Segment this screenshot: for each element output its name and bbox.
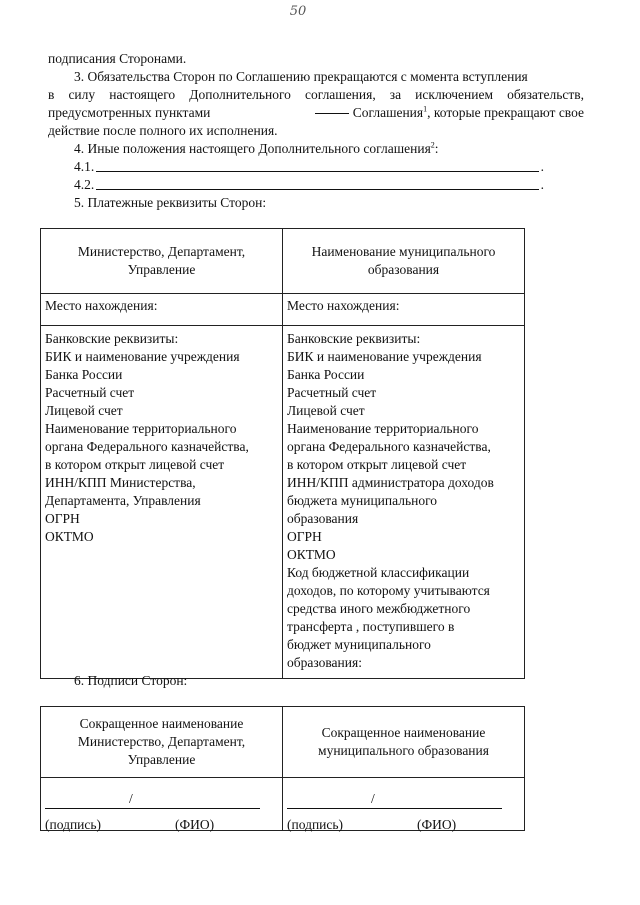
clause-4 xyxy=(74,140,439,158)
header-line: образования xyxy=(367,262,440,277)
points-blank xyxy=(315,113,349,114)
signature-label: (подпись) xyxy=(287,817,344,832)
detail-line: Банка России xyxy=(287,367,365,382)
detail-line: Банковские реквизиты: xyxy=(287,331,421,346)
name-label: (ФИО) xyxy=(175,817,215,832)
detail-line: Лицевой счет xyxy=(45,403,123,418)
clause-4-1-label: 4.1. xyxy=(74,159,95,174)
signature-right-header xyxy=(283,707,525,778)
signature-labels xyxy=(287,816,517,834)
detail-line: трансферта , поступившего в xyxy=(287,619,455,634)
clause-6: 6. Подписи Сторон: xyxy=(74,673,188,688)
detail-line: ИНН/КПП администратора доходов xyxy=(287,475,494,490)
detail-line: ОКТМО xyxy=(287,547,336,562)
clause-3-line-4: действие после полного их исполнения. xyxy=(48,123,278,138)
header-line: Сокращенное наименование xyxy=(321,725,486,740)
name-label: (ФИО) xyxy=(417,817,457,832)
signature-line xyxy=(45,792,260,809)
agreement-word: Соглашения xyxy=(352,105,424,120)
detail-line: бюджет муниципального xyxy=(287,637,431,652)
detail-line: Лицевой счет xyxy=(287,403,365,418)
left-signature-cell xyxy=(41,778,283,831)
clause-4-2-end: . xyxy=(540,177,544,192)
header-line: Сокращенное наименование xyxy=(79,716,244,731)
clause-4-1-end: . xyxy=(540,159,544,174)
detail-line: Расчетный счет xyxy=(45,385,135,400)
clause-4-colon: : xyxy=(434,141,439,156)
left-location: Место нахождения: xyxy=(41,294,283,326)
header-line: Министерство, Департамент, xyxy=(77,244,246,259)
signature-table xyxy=(40,706,525,831)
signature-left-header xyxy=(41,707,283,778)
clause-4-2-blank xyxy=(96,176,538,190)
detail-line: ОГРН xyxy=(45,511,80,526)
detail-line: доходов, по которому учитываются xyxy=(287,583,490,598)
clause-3-line-3 xyxy=(48,104,584,122)
clause-4-1-blank xyxy=(96,158,538,172)
detail-line: БИК и наименование учреждения xyxy=(45,349,240,364)
clause-4-text: 4. Иные положения настоящего Дополнительного соглашения xyxy=(74,141,431,156)
header-line: Управление xyxy=(127,262,196,277)
clause-3-cease-text: , которые прекращают свое xyxy=(427,105,584,120)
right-signature-cell xyxy=(283,778,525,831)
clause-3-points-text: предусмотренных пунктами xyxy=(48,105,211,120)
detail-line: Департамента, Управления xyxy=(45,493,201,508)
clause-4-1 xyxy=(74,158,544,176)
detail-line: Банка России xyxy=(45,367,123,382)
signature-line xyxy=(287,792,502,809)
detail-line: БИК и наименование учреждения xyxy=(287,349,482,364)
detail-line: ОКТМО xyxy=(45,529,94,544)
detail-line: органа Федерального казначейства, xyxy=(45,439,249,454)
clause-4-2 xyxy=(74,176,544,194)
clause-3-line-2-text: в силу настоящего Дополнительного соглашения, за исключением обязательств, xyxy=(48,87,584,102)
detail-line: Банковские реквизиты: xyxy=(45,331,179,346)
detail-line: в котором открыт лицевой счет xyxy=(287,457,467,472)
footnote-1: 1 xyxy=(423,104,428,114)
right-bank-details xyxy=(283,326,525,679)
detail-line: в котором открыт лицевой счет xyxy=(45,457,225,472)
detail-line: Код бюджетной классификации xyxy=(287,565,470,580)
clause-3-line-1: 3. Обязательства Сторон по Соглашению прекращаются с момента вступления xyxy=(74,69,528,84)
detail-line: образования: xyxy=(287,655,362,670)
signature-labels xyxy=(45,816,275,834)
header-line: муниципального образования xyxy=(318,743,489,758)
right-location: Место нахождения: xyxy=(283,294,525,326)
header-line: Управление xyxy=(127,752,196,767)
detail-line: ОГРН xyxy=(287,529,322,544)
requisites-left-header xyxy=(41,229,283,294)
clause-5: 5. Платежные реквизиты Сторон: xyxy=(74,195,267,210)
detail-line: средства иного межбюджетного xyxy=(287,601,471,616)
detail-line: органа Федерального казначейства, xyxy=(287,439,491,454)
clause-3-line-2 xyxy=(48,86,584,104)
signature-slash: / xyxy=(371,791,375,806)
header-line: Наименование муниципального xyxy=(311,244,496,259)
clause-4-2-label: 4.2. xyxy=(74,177,95,192)
detail-line: Наименование территориального xyxy=(287,421,479,436)
detail-line: образования xyxy=(287,511,359,526)
left-bank-details xyxy=(41,326,283,679)
requisites-right-header xyxy=(283,229,525,294)
signature-slash: / xyxy=(129,791,133,806)
detail-line: бюджета муниципального xyxy=(287,493,438,508)
detail-line: Наименование территориального xyxy=(45,421,237,436)
header-line: Министерство, Департамент, xyxy=(77,734,246,749)
detail-line: Расчетный счет xyxy=(287,385,377,400)
intro-line: подписания Сторонами. xyxy=(48,51,187,66)
requisites-table xyxy=(40,228,525,679)
page-number: 50 xyxy=(289,4,307,19)
signature-label: (подпись) xyxy=(45,817,102,832)
footnote-2: 2 xyxy=(430,140,435,150)
detail-line: ИНН/КПП Министерства, xyxy=(45,475,196,490)
